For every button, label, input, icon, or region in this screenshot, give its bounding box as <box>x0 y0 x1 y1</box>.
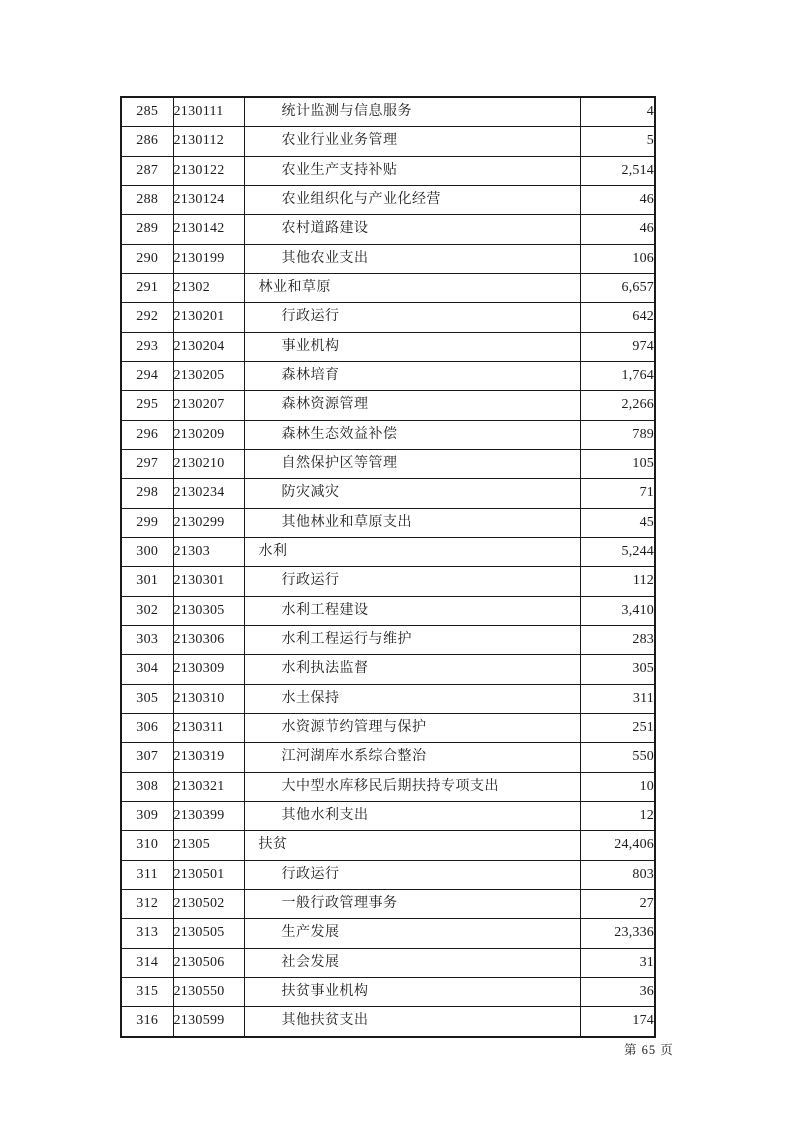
row-number: 308 <box>121 772 173 801</box>
row-number: 292 <box>121 303 173 332</box>
table-row <box>121 215 655 244</box>
budget-code: 2130112 <box>173 127 244 156</box>
row-number: 298 <box>121 479 173 508</box>
table-row <box>121 977 655 1006</box>
budget-code: 2130207 <box>173 391 244 420</box>
row-number: 297 <box>121 449 173 478</box>
table-row <box>121 273 655 302</box>
table-row <box>121 420 655 449</box>
amount: 24,406 <box>580 831 655 860</box>
table-row <box>121 567 655 596</box>
budget-table-body <box>121 97 655 1037</box>
table-row <box>121 391 655 420</box>
budget-item-name: 社会发展 <box>244 948 580 977</box>
budget-code: 2130142 <box>173 215 244 244</box>
budget-code: 2130301 <box>173 567 244 596</box>
budget-code: 2130599 <box>173 1007 244 1037</box>
budget-item-name: 扶贫事业机构 <box>244 977 580 1006</box>
table-row <box>121 831 655 860</box>
row-number: 305 <box>121 684 173 713</box>
budget-item-name: 森林生态效益补偿 <box>244 420 580 449</box>
amount: 174 <box>580 1007 655 1037</box>
amount: 36 <box>580 977 655 1006</box>
row-number: 300 <box>121 537 173 566</box>
row-number: 299 <box>121 508 173 537</box>
table-row <box>121 889 655 918</box>
table-row <box>121 743 655 772</box>
row-number: 304 <box>121 655 173 684</box>
amount: 6,657 <box>580 273 655 302</box>
row-number: 311 <box>121 860 173 889</box>
budget-code: 2130204 <box>173 332 244 361</box>
page-number-label: 第 65 页 <box>624 1043 674 1057</box>
row-number: 295 <box>121 391 173 420</box>
table-row <box>121 1007 655 1037</box>
budget-item-name: 森林培育 <box>244 361 580 390</box>
budget-item-name: 统计监测与信息服务 <box>244 97 580 127</box>
table-row <box>121 655 655 684</box>
budget-code: 2130321 <box>173 772 244 801</box>
budget-item-name: 林业和草原 <box>244 273 580 302</box>
budget-item-name: 其他农业支出 <box>244 244 580 273</box>
row-number: 306 <box>121 713 173 742</box>
table-row <box>121 127 655 156</box>
amount: 550 <box>580 743 655 772</box>
budget-item-name: 行政运行 <box>244 303 580 332</box>
table-row <box>121 508 655 537</box>
table-row <box>121 948 655 977</box>
budget-code: 2130199 <box>173 244 244 273</box>
amount: 10 <box>580 772 655 801</box>
row-number: 316 <box>121 1007 173 1037</box>
row-number: 285 <box>121 97 173 127</box>
amount: 5,244 <box>580 537 655 566</box>
budget-item-name: 森林资源管理 <box>244 391 580 420</box>
page-footer <box>624 1040 674 1058</box>
table-row <box>121 772 655 801</box>
budget-item-name: 行政运行 <box>244 860 580 889</box>
budget-item-name: 江河湖库水系综合整治 <box>244 743 580 772</box>
amount: 2,266 <box>580 391 655 420</box>
amount: 31 <box>580 948 655 977</box>
row-number: 296 <box>121 420 173 449</box>
table-row <box>121 361 655 390</box>
budget-item-name: 其他扶贫支出 <box>244 1007 580 1037</box>
amount: 12 <box>580 801 655 830</box>
budget-item-name: 生产发展 <box>244 919 580 948</box>
budget-item-name: 自然保护区等管理 <box>244 449 580 478</box>
table-row <box>121 713 655 742</box>
row-number: 309 <box>121 801 173 830</box>
row-number: 307 <box>121 743 173 772</box>
budget-item-name: 农业组织化与产业化经营 <box>244 185 580 214</box>
budget-code: 2130550 <box>173 977 244 1006</box>
row-number: 290 <box>121 244 173 273</box>
budget-code: 2130111 <box>173 97 244 127</box>
amount: 4 <box>580 97 655 127</box>
row-number: 310 <box>121 831 173 860</box>
amount: 1,764 <box>580 361 655 390</box>
amount: 112 <box>580 567 655 596</box>
budget-code: 2130311 <box>173 713 244 742</box>
budget-item-name: 水利工程运行与维护 <box>244 625 580 654</box>
budget-item-name: 水利 <box>244 537 580 566</box>
budget-code: 2130210 <box>173 449 244 478</box>
table-row <box>121 537 655 566</box>
budget-item-name: 扶贫 <box>244 831 580 860</box>
amount: 106 <box>580 244 655 273</box>
row-number: 287 <box>121 156 173 185</box>
row-number: 303 <box>121 625 173 654</box>
table-row <box>121 303 655 332</box>
table-row <box>121 156 655 185</box>
row-number: 291 <box>121 273 173 302</box>
budget-item-name: 事业机构 <box>244 332 580 361</box>
budget-item-name: 农村道路建设 <box>244 215 580 244</box>
budget-code: 2130501 <box>173 860 244 889</box>
amount: 3,410 <box>580 596 655 625</box>
budget-code: 2130201 <box>173 303 244 332</box>
table-row <box>121 596 655 625</box>
table-row <box>121 919 655 948</box>
budget-item-name: 水利执法监督 <box>244 655 580 684</box>
amount: 283 <box>580 625 655 654</box>
table-row <box>121 860 655 889</box>
budget-item-name: 农业行业业务管理 <box>244 127 580 156</box>
amount: 105 <box>580 449 655 478</box>
table-row <box>121 625 655 654</box>
amount: 311 <box>580 684 655 713</box>
table-row <box>121 449 655 478</box>
budget-item-name: 农业生产支持补贴 <box>244 156 580 185</box>
row-number: 286 <box>121 127 173 156</box>
budget-code: 2130124 <box>173 185 244 214</box>
budget-item-name: 其他水利支出 <box>244 801 580 830</box>
budget-code: 2130506 <box>173 948 244 977</box>
table-row <box>121 332 655 361</box>
amount: 789 <box>580 420 655 449</box>
budget-code: 21305 <box>173 831 244 860</box>
row-number: 301 <box>121 567 173 596</box>
table-row <box>121 244 655 273</box>
amount: 642 <box>580 303 655 332</box>
row-number: 315 <box>121 977 173 1006</box>
budget-code: 2130234 <box>173 479 244 508</box>
budget-code: 2130319 <box>173 743 244 772</box>
budget-code: 2130299 <box>173 508 244 537</box>
row-number: 314 <box>121 948 173 977</box>
budget-item-name: 水资源节约管理与保护 <box>244 713 580 742</box>
budget-item-name: 水利工程建设 <box>244 596 580 625</box>
amount: 45 <box>580 508 655 537</box>
amount: 23,336 <box>580 919 655 948</box>
amount: 251 <box>580 713 655 742</box>
budget-item-name: 行政运行 <box>244 567 580 596</box>
budget-code: 2130122 <box>173 156 244 185</box>
amount: 974 <box>580 332 655 361</box>
budget-code: 2130399 <box>173 801 244 830</box>
amount: 2,514 <box>580 156 655 185</box>
budget-code: 2130505 <box>173 919 244 948</box>
budget-item-name: 一般行政管理事务 <box>244 889 580 918</box>
budget-code: 2130309 <box>173 655 244 684</box>
table-row <box>121 185 655 214</box>
budget-code: 2130205 <box>173 361 244 390</box>
row-number: 312 <box>121 889 173 918</box>
amount: 803 <box>580 860 655 889</box>
amount: 305 <box>580 655 655 684</box>
budget-code: 21302 <box>173 273 244 302</box>
budget-code: 2130209 <box>173 420 244 449</box>
amount: 5 <box>580 127 655 156</box>
budget-code: 2130305 <box>173 596 244 625</box>
row-number: 289 <box>121 215 173 244</box>
budget-table <box>120 96 656 1038</box>
amount: 46 <box>580 215 655 244</box>
budget-code: 2130502 <box>173 889 244 918</box>
budget-item-name: 水土保持 <box>244 684 580 713</box>
row-number: 293 <box>121 332 173 361</box>
budget-item-name: 防灾减灾 <box>244 479 580 508</box>
table-row <box>121 801 655 830</box>
table-row <box>121 684 655 713</box>
budget-code: 2130310 <box>173 684 244 713</box>
amount: 46 <box>580 185 655 214</box>
budget-code: 21303 <box>173 537 244 566</box>
amount: 71 <box>580 479 655 508</box>
table-row <box>121 479 655 508</box>
row-number: 313 <box>121 919 173 948</box>
budget-code: 2130306 <box>173 625 244 654</box>
row-number: 294 <box>121 361 173 390</box>
row-number: 302 <box>121 596 173 625</box>
table-row <box>121 97 655 127</box>
amount: 27 <box>580 889 655 918</box>
budget-item-name: 其他林业和草原支出 <box>244 508 580 537</box>
row-number: 288 <box>121 185 173 214</box>
budget-item-name: 大中型水库移民后期扶持专项支出 <box>244 772 580 801</box>
